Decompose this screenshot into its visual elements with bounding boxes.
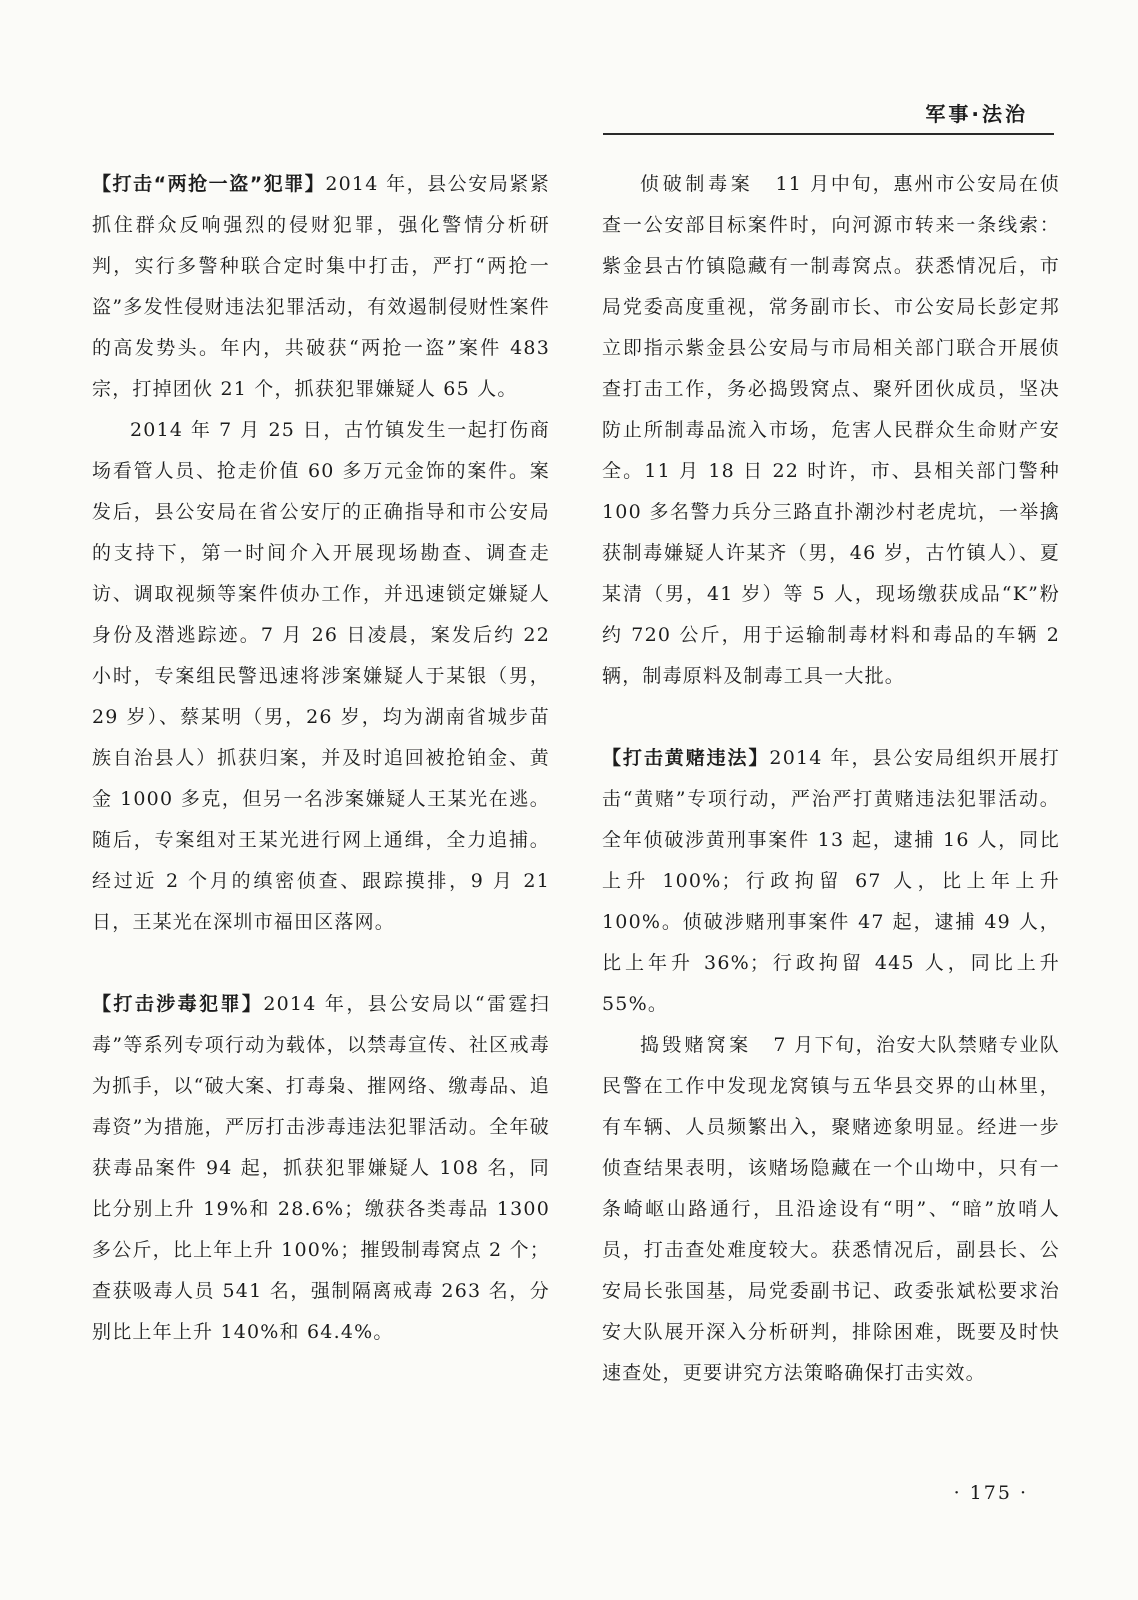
section-title: 【打击“两抢一盗”犯罪】 (92, 173, 326, 195)
left-column (92, 164, 550, 1353)
paragraph-robbery-case: 2014 年 7 月 25 日，古竹镇发生一起打伤商场看管人员、抢走价值 60 多万元金饰的案件。案发后，县公安局在省公安厅的正确指导和市公安局的支持下，第一时间介入开展现场勘查、调查走访、调取视频等案件侦办工作，并迅速锁定嫌疑人身份及潜逃踪迹。7 月 26 日凌晨，案发后约 22 小时，专案组民警迅速将涉案嫌疑人于某银（男，29 岁）、蔡某明（男，26 岁，均为湖南省城步苗族自治县人）抓获归案，并及时追回被抢铂金、黄金 1000 多克，但另一名涉案嫌疑人王某光在逃。随后，专案组对王某光进行网上通缉，全力追捕。经过近 2 个月的缜密侦查、跟踪摸排，9 月 21 日，王某光在深圳市福田区落网。 (92, 419, 550, 933)
page-number: · 175 · (953, 1482, 1028, 1504)
case-title: 侦破制毒案 (640, 173, 754, 195)
section-vice-gambling (602, 738, 1060, 1025)
section-body: 2014 年，县公安局紧紧抓住群众反响强烈的侵财犯罪，强化警情分析研判，实行多警种联合定时集中打击，严打“两抢一盗”多发性侵财违法犯罪活动，有效遏制侵财性案件的高发势头。年内，共破获“两抢一盗”案件 483 宗，打掉团伙 21 个，抓获犯罪嫌疑人 65 人。 (92, 173, 550, 400)
section-body: 2014 年，县公安局以“雷霆扫毒”等系列专项行动为载体，以禁毒宣传、社区戒毒为抓手，以“破大案、打毒枭、摧网络、缴毒品、追毒资”为措施，严厉打击涉毒违法犯罪活动。全年破获毒品案件 94 起，抓获犯罪嫌疑人 108 名，同比分别上升 19%和 28.6%；缴获各类毒品 1300 多公斤，比上年上升 100%；摧毁制毒窝点 2 个；查获吸毒人员 541 名，强制隔离戒毒 263 名，分别比上年上升 140%和 64.4%。 (92, 993, 550, 1343)
case-body: 11 月中旬，惠州市公安局在侦查一公安部目标案件时，向河源市转来一条线索：紫金县古竹镇隐藏有一制毒窝点。获悉情况后，市局党委高度重视，常务副市长、市公安局长彭定邦立即指示紫金县公安局与市局相关部门联合开展侦查打击工作，务必捣毁窝点、聚歼团伙成员，坚决防止所制毒品流入市场，危害人民群众生命财产安全。11 月 18 日 22 时许，市、县相关部门警种 100 多名警力兵分三路直扑潮沙村老虎坑，一举擒获制毒嫌疑人许某齐（男，46 岁，古竹镇人）、夏某清（男，41 岁）等 5 人，现场缴获成品“K”粉约 720 公斤，用于运输制毒材料和毒品的车辆 2 辆，制毒原料及制毒工具一大批。 (602, 173, 1060, 687)
section-drug-crime (92, 984, 550, 1353)
section-body: 2014 年，县公安局组织开展打击“黄赌”专项行动，严治严打黄赌违法犯罪活动。全年侦破涉黄刑事案件 13 起，逮捕 16 人，同比上升 100%；行政拘留 67 人，比上年上升 100%。侦破涉赌刑事案件 47 起，逮捕 49 人，比上年升 36%；行政拘留 445 人，同比上升 55%。 (602, 747, 1061, 1015)
section-title: 【打击黄赌违法】 (602, 747, 770, 769)
header-divider (603, 133, 1054, 135)
case-title: 捣毁赌窝案 (640, 1034, 752, 1056)
section-header: 军事·法治 (925, 102, 1028, 126)
case-body: 7 月下旬，治安大队禁赌专业队民警在工作中发现龙窝镇与五华县交界的山林里，有车辆、人员频繁出入，聚赌迹象明显。经进一步侦查结果表明，该赌场隐藏在一个山坳中，只有一条崎岖山路通行，且沿途设有“明”、“暗”放哨人员，打击查处难度较大。获悉情况后，副县长、公安局长张国基，局党委副书记、政委张斌松要求治安大队展开深入分析研判，排除困难，既要及时快速查处，更要讲究方法策略确保打击实效。 (602, 1034, 1060, 1384)
paragraph-gambling-den-case (602, 1025, 1060, 1394)
section-title: 【打击涉毒犯罪】 (92, 993, 264, 1015)
section-two-rob-one-steal (92, 164, 550, 410)
right-column (602, 164, 1060, 1394)
paragraph-drug-lab-case (602, 164, 1060, 697)
